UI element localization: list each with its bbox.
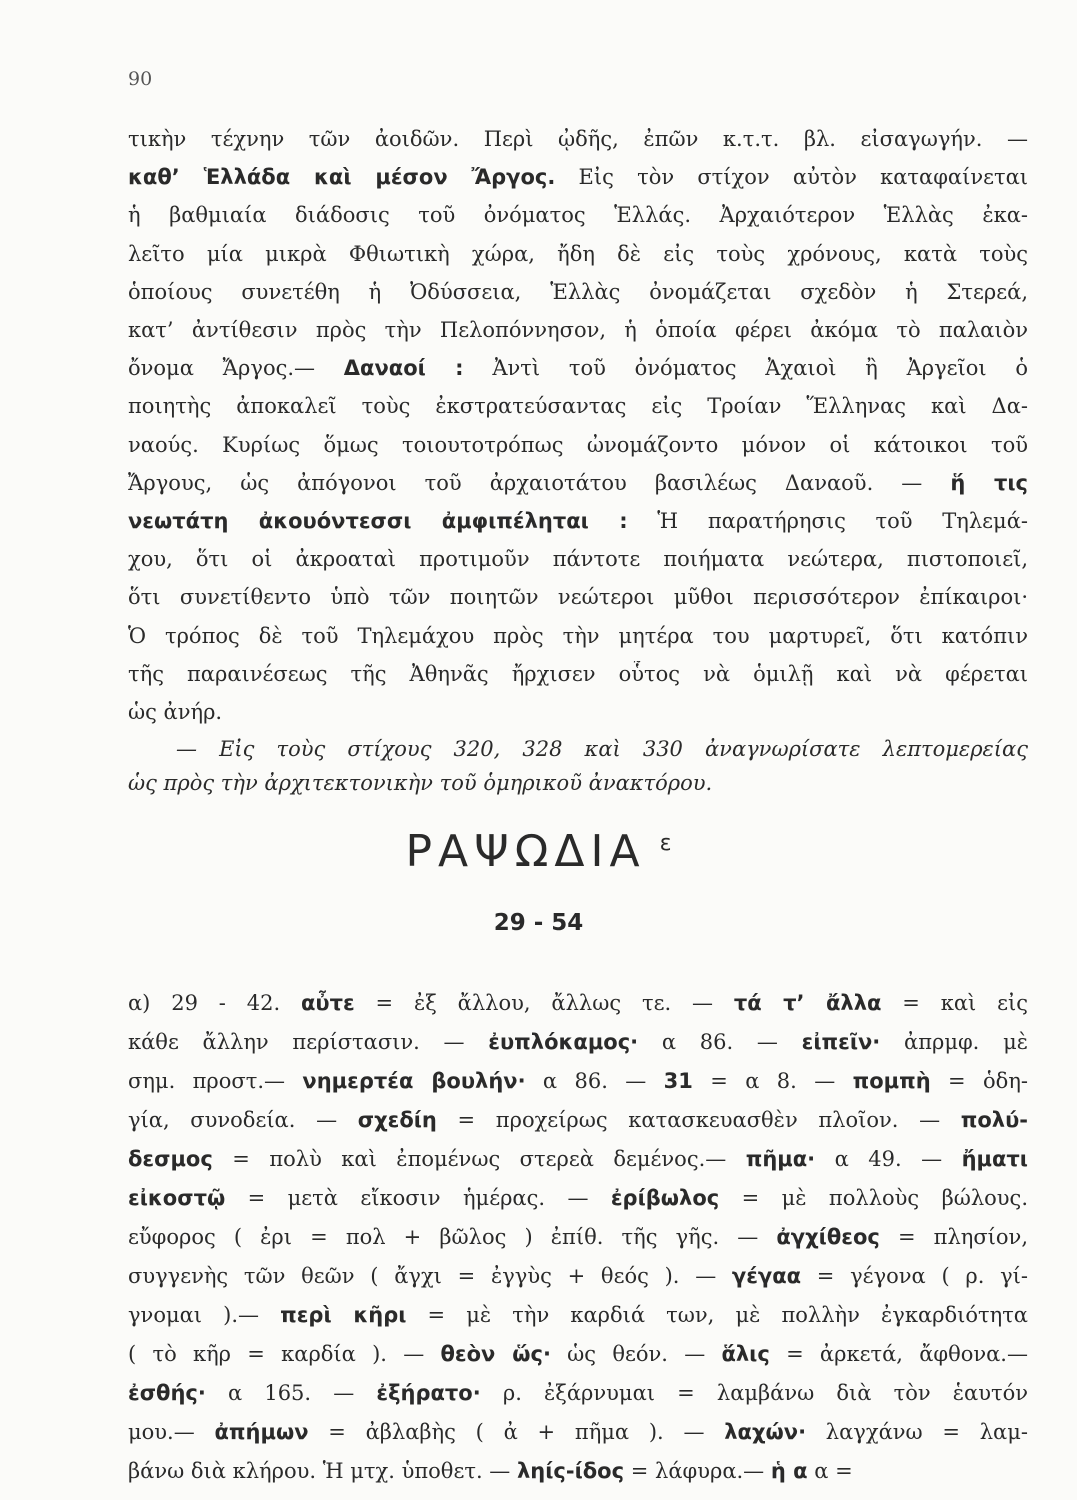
line-text: ὄνομα Ἄργος.— [128,356,344,381]
line-text: ναούς. Κυρίως ὅμως τοιουτοτρόπως ὠνομάζοντο μόνον οἱ κάτοικοι τοῦ [128,432,1028,457]
headword: ἤματι [961,1147,1028,1171]
text-line [128,202,1028,228]
italic-line: ὡς πρὸς τὴν ἀρχιτεκτονικὴν τοῦ ὁμηρικοῦ ἀνακτόρου. [128,771,713,795]
line-text: κατ’ ἀντίθεσιν πρὸς τὴν Πελοπόννησον, ἡ ὁποία φέρει ἀκόμα τὸ παλαιὸν [128,318,1028,342]
headword: ἐσθής· [128,1381,206,1405]
line-text: εὔφορος ( ἐρι = πολ + βῶλος ) ἐπίθ. τῆς γῆς. — [128,1225,777,1249]
line-text: ἡ βαθμιαία διάδοσις τοῦ ὀνόματος Ἑλλάς. Ἀρχαιότερον Ἑλλὰς ἐκα- [128,203,1028,228]
headword: ληίς-ίδος [516,1459,625,1483]
headword: θεὸν ὥς· [440,1342,551,1366]
headword: εἰπεῖν· [801,1030,881,1054]
line-text: = γέγονα ( ρ. γί- [801,1264,1028,1288]
line-text: α) 29 - 42. [128,991,301,1015]
line-text: γία, συνοδεία. — [128,1108,358,1132]
line-text: = μὲ τὴν καρδιά των, μὲ πολλὴν ἐγκαρδιότητα [406,1303,1028,1327]
line-text: α 49. — [815,1147,962,1171]
line-text: ποιητὴς ἀποκαλεῖ τοὺς ἐκστρατεύσαντας εἰς Τροίαν Ἕλληνας καὶ Δα- [128,394,1028,419]
headword: 31 [663,1069,693,1093]
text-line [128,164,1028,190]
line-text: βάνω διὰ κλήρου. Ἡ μτχ. ὑποθετ. — [128,1459,517,1483]
text-line [128,393,1028,419]
line-text: α 86. — [525,1069,664,1093]
line-text: μου.— [128,1420,215,1444]
line-text: α = [807,1459,853,1483]
text-line [128,584,1028,610]
headword: περὶ κῆρι [280,1303,407,1327]
line-text: λεῖτο μία μικρὰ Φθιωτικὴ χώρα, ἤδη δὲ εἰς τοὺς χρόνους, κατὰ τοὺς [128,241,1028,266]
line-text: α 165. — [205,1381,377,1405]
text-line [128,355,1028,381]
headword: πομπὴ [852,1069,931,1093]
text-line [128,1068,1028,1094]
line-text: ὡς ἀνήρ. [128,700,223,724]
line-text: ὡς θεόν. — [550,1342,722,1366]
text-line [128,1146,1028,1172]
headword: ἐρίβωλος [610,1186,720,1210]
text-line [128,1341,1028,1367]
text-line [128,317,1028,343]
text-line [128,1107,1028,1133]
headword: νεωτάτη ἀκουόντεσσι ἀμφιπέληται : [128,509,628,533]
line-text: ( τὸ κῆρ = καρδία ). — [128,1342,441,1366]
headword: εἰκοστῷ [128,1186,226,1210]
text-line [128,1458,1028,1484]
text-line [128,623,1028,649]
line-text: = α 8. — [692,1069,853,1093]
text-line [128,699,1028,725]
line-text: = λάφυρα.— [624,1459,771,1483]
headword: δεσμος [128,1147,213,1171]
line-text: ἀπρμφ. μὲ [880,1030,1028,1054]
headword: νημερτέα βουλήν· [302,1069,526,1093]
line-text: = καὶ εἰς [881,991,1028,1015]
text-line [128,126,1028,152]
text-line [128,1302,1028,1328]
text-line [128,241,1028,267]
line-text: = ὁδη- [930,1069,1028,1093]
line-text: = προχείρως κατασκευασθὲν πλοῖον. — [436,1108,961,1132]
line-text: ὁποίους συνετέθη ἡ Ὀδύσσεια, Ἑλλὰς ὀνομάζεται σχεδὸν ἡ Στερεά, [128,279,1028,304]
headword: γέγαα [731,1264,802,1288]
line-text: = ἐξ ἄλλου, ἄλλως τε. — [354,991,734,1015]
line-text: χου, ὅτι οἱ ἀκροαταὶ προτιμοῦν πάντοτε ποιήματα νεώτερα, πιστοποιεῖ, [128,547,1028,572]
text-line [128,546,1028,572]
text-line [128,432,1028,458]
text-line [128,508,1028,534]
headword: ἥ τις [950,470,1028,495]
headword: σχεδίη [357,1108,437,1132]
text-line [128,1419,1028,1445]
line-text: ὅτι συνετίθεντο ὑπὸ τῶν ποιητῶν νεώτεροι μῦθοι περισσότερον ἐπίκαιροι· [128,585,1028,610]
line-text: λαγχάνω = λαμ- [806,1420,1028,1444]
line-text: Ἡ παρατήρησις τοῦ Τηλεμά- [627,509,1028,533]
line-text: Ἀντὶ τοῦ ὀνόματος Ἀχαιοὶ ἢ Ἀργεῖοι ὁ [463,356,1028,381]
text-line [128,1185,1028,1211]
line-text: ρ. ἐξάρνυμαι = λαμβάνω διὰ τὸν ἑαυτόν [480,1381,1028,1405]
line-text: = μετὰ εἴκοσιν ἡμέρας. — [225,1186,611,1210]
text-line [128,1380,1028,1406]
headword: Δαναοί : [343,356,464,381]
text-line [128,990,1028,1016]
line-text: κάθε ἄλλην περίστασιν. — [128,1030,489,1054]
line-text: = μὲ πολλοὺς βώλους. [719,1186,1028,1210]
text-line [128,470,1028,496]
headword: ἀπήμων [214,1420,309,1444]
line-text: τῆς παραινέσεως τῆς Ἀθηνᾶς ἤρχισεν οὗτος νὰ ὁμιλῇ καὶ νὰ φέρεται [128,661,1028,686]
line-text: = ἀρκετά, ἄφθονα.— [769,1342,1028,1366]
text-line [128,1029,1028,1055]
text-line [128,1263,1028,1289]
line-text: Ἄργους, ὡς ἀπόγονοι τοῦ ἀρχαιοτάτου βασιλέως Δαναοῦ. — [128,470,951,495]
page-number: 90 [128,68,153,90]
line-text: α 86. — [638,1030,802,1054]
section-title: ΡΑΨΩΔΙΑ [405,826,646,877]
italic-line: — Εἰς τοὺς στίχους 320, 328 καὶ 330 ἀναγνωρίσατε λεπτομερείας [176,737,1028,761]
text-line [128,279,1028,305]
section-heading [0,826,1077,877]
line-text: = ἀβλαβὴς ( ἀ + πῆμα ). — [308,1420,725,1444]
headword: ἐυπλόκαμος· [488,1030,639,1054]
line-text: Εἰς τὸν στίχον αὐτὸν καταφαίνεται [555,165,1028,190]
line-text: Ὁ τρόπος δὲ τοῦ Τηλεμάχου πρὸς τὴν μητέρα του μαρτυρεῖ, ὅτι κατόπιν [128,623,1028,648]
line-text: = πολὺ καὶ ἐπομένως στερεὰ δεμένος.— [212,1147,746,1171]
text-line [128,1224,1028,1250]
line-text: σημ. προστ.— [128,1069,303,1093]
text-line [128,661,1028,687]
headword: αὖτε [301,991,355,1015]
line-text: = πλησίον, [879,1225,1028,1249]
headword: ἀγχίθεος [776,1225,880,1249]
section-letter: ε [659,831,672,857]
line-text: τικὴν τέχνην τῶν ἀοιδῶν. Περὶ ᾠδῆς, ἐπῶν κ.τ.τ. βλ. εἰσαγωγήν. — [128,127,1028,151]
headword: πολύ- [960,1108,1028,1132]
headword: τά τ’ ἄλλα [733,991,882,1015]
headword: ἐξήρατο· [376,1381,481,1405]
headword: καθ’ Ἑλλάδα καὶ μέσον Ἄργος. [128,165,556,190]
headword: ἅλις [721,1342,770,1366]
verse-range: 29 - 54 [493,910,584,936]
headword: πῆμα· [745,1147,816,1171]
headword: ἡ α [770,1459,808,1483]
line-text: γνομαι ).— [128,1303,281,1327]
line-text: συγγενὴς τῶν θεῶν ( ἄγχι = ἐγγὺς + θεός ). — [128,1264,732,1288]
headword: λαχών· [724,1420,807,1444]
